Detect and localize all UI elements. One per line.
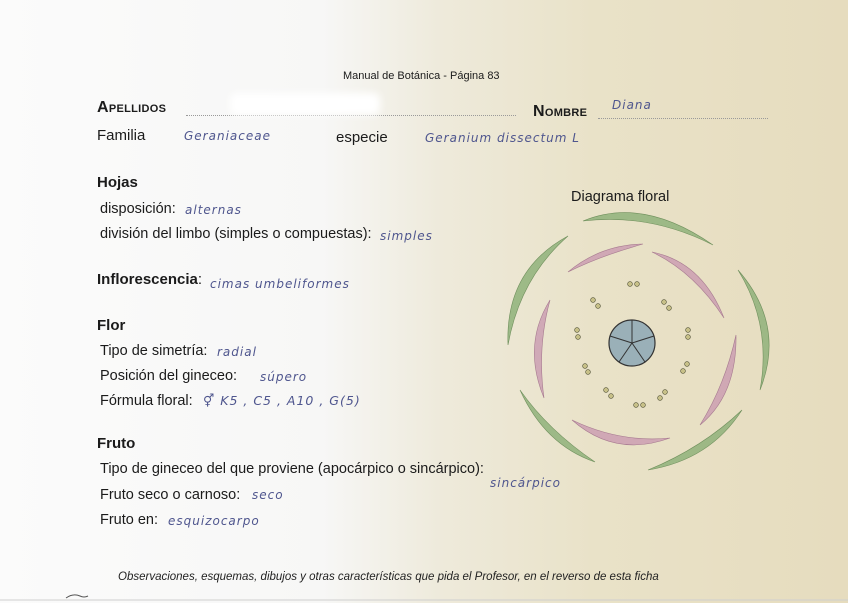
formula-value: ⚥ K5 , C5 , A10 , G(5) xyxy=(203,393,361,408)
especie-value: Geranium dissectum L xyxy=(425,131,580,145)
diagram-title: Diagrama floral xyxy=(571,189,670,205)
posicion-value: súpero xyxy=(260,370,308,384)
hojas-title: Hojas xyxy=(97,174,138,191)
fruto-title: Fruto xyxy=(97,435,136,452)
nombre-value: Diana xyxy=(612,98,652,112)
disposicion-value: alternas xyxy=(185,203,242,217)
posicion-label: Posición del gineceo: xyxy=(100,368,238,384)
page-header: Manual de Botánica - Página 83 xyxy=(343,70,500,82)
simetria-label: Tipo de simetría: xyxy=(100,343,208,359)
disposicion-label: disposición: xyxy=(100,201,176,217)
familia-label: Familia xyxy=(97,127,146,144)
familia-value: Geraniaceae xyxy=(184,129,271,143)
nombre-label: Nombre xyxy=(533,103,588,120)
flor-title: Flor xyxy=(97,317,126,334)
inflorescencia-label: Inflorescencia: xyxy=(97,271,203,288)
formula-label: Fórmula floral: xyxy=(100,393,193,409)
tipo-gineceo-value: sincárpico xyxy=(490,476,561,490)
seco-label: Fruto seco o carnoso: xyxy=(100,487,241,503)
division-value: simples xyxy=(380,229,433,243)
inflorescencia-value: cimas umbeliformes xyxy=(210,277,350,291)
seco-value: seco xyxy=(252,488,284,502)
tipo-gineceo-label: Tipo de gineceo del que proviene (apocárpico o sincárpico): xyxy=(100,461,484,477)
division-label: división del limbo (simples o compuestas): xyxy=(100,226,372,242)
apellidos-label: Apellidos xyxy=(97,99,167,116)
fruto-en-value: esquizocarpo xyxy=(168,514,260,528)
especie-label: especie xyxy=(336,129,388,146)
footer-note: Observaciones, esquemas, dibujos y otras características que pida el Profesor, en el reverso de esta ficha xyxy=(118,571,659,583)
fruto-en-label: Fruto en: xyxy=(100,512,159,528)
simetria-value: radial xyxy=(217,345,257,359)
